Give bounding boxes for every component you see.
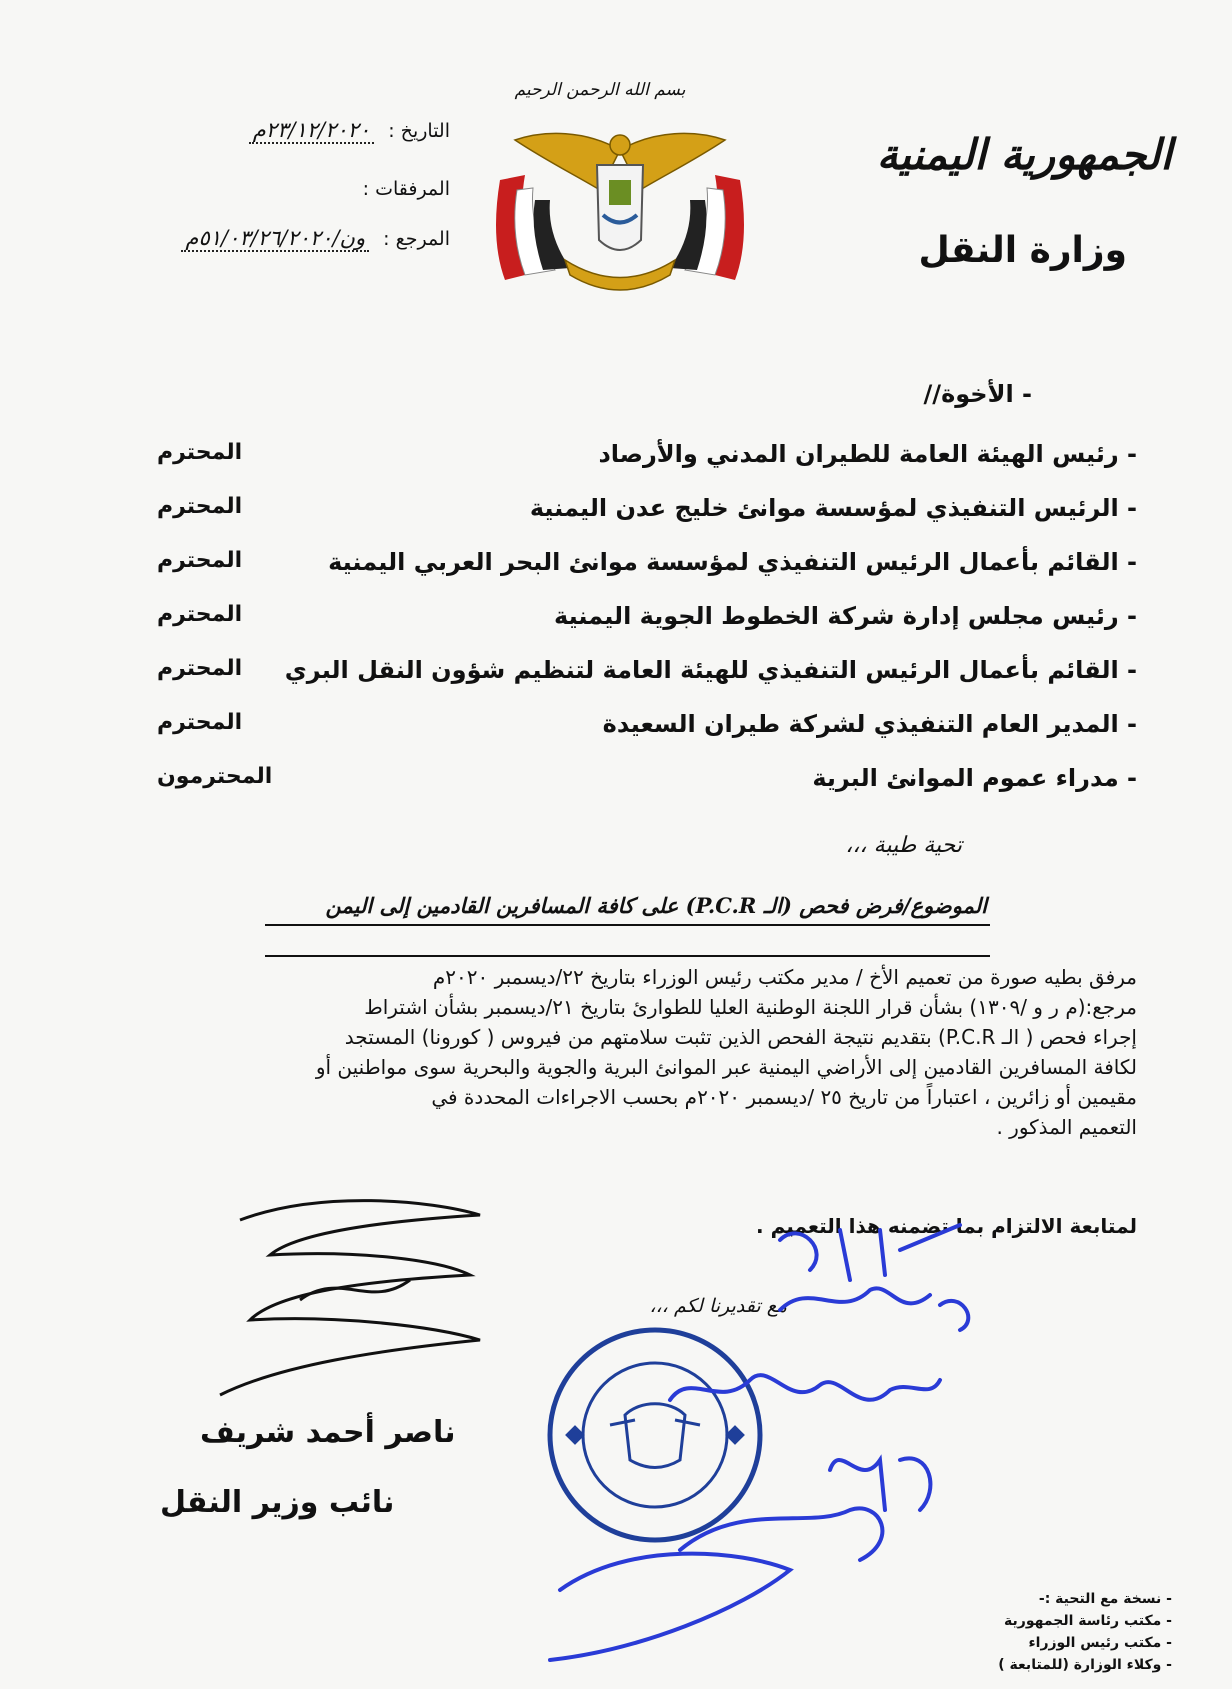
- reference-label: المرجع :: [383, 228, 450, 250]
- subject-underline: [265, 924, 990, 926]
- recipient-name: - المدير العام التنفيذي لشركة طيران السعيدة: [602, 710, 1137, 738]
- date-row: [60, 118, 450, 144]
- body-line: مقيمين أو زائرين ، اعتباراً من تاريخ ٢٥ /ديسمبر ٢٠٢٠م بحسب الاجراءات المحددة في: [431, 1085, 1137, 1109]
- regards: مع تقديرنا لكم ،،،: [649, 1295, 787, 1317]
- cc-item: - مكتب رئيس الوزراء: [1028, 1635, 1172, 1651]
- date-label: التاريخ :: [388, 120, 450, 142]
- recipient-honorific: المحترم: [157, 440, 243, 465]
- basmala: بسم الله الرحمن الرحيم: [514, 80, 686, 100]
- recipient-honorific: المحترم: [157, 710, 243, 735]
- subject-line: الموضوع/فرض فحص (الـ P.C.R) على كافة المسافرين القادمين إلى اليمن: [325, 893, 987, 918]
- recipient-row: [157, 548, 1137, 598]
- body-line: التعميم المذكور .: [996, 1115, 1137, 1139]
- recipient-honorific: المحترم: [157, 656, 243, 681]
- recipient-row: [157, 764, 1137, 814]
- closing-line: لمتابعة الالتزام بما تضمنه هذا التعميم .: [756, 1214, 1137, 1238]
- recipient-row: [157, 440, 1137, 490]
- reference-value: ون/٥١/٠٣/٢٦/٢٠٢٠م: [181, 226, 369, 252]
- body-line: مرجع:(م ر و /١٣٠٩) بشأن قرار اللجنة الوطنية العليا للطوارئ بتاريخ ٢١/ديسمبر بشأن اشتراط: [364, 995, 1137, 1019]
- attachments-row: [60, 178, 450, 200]
- recipient-honorific: المحترم: [157, 548, 243, 573]
- recipient-row: [157, 656, 1137, 706]
- recipient-name: - رئيس مجلس إدارة شركة الخطوط الجوية اليمنية: [554, 602, 1137, 630]
- body-line: لكافة المسافرين القادمين إلى الأراضي اليمنية عبر الموانئ البرية والجوية والبحرية سوى مواطنين أو: [315, 1055, 1137, 1079]
- body-line: إجراء فحص ( الـ P.C.R) بتقديم نتيجة الفحص الذين تثبت سلامتهم من فيروس ( كورونا) المستجد: [344, 1025, 1137, 1049]
- recipient-honorific: المحترمون: [157, 764, 273, 789]
- yemen-eagle-emblem-icon: [485, 120, 755, 305]
- salutation: - الأخوة//: [923, 380, 1032, 408]
- cc-item: - مكتب رئاسة الجمهورية: [1004, 1613, 1172, 1629]
- recipient-row: [157, 494, 1137, 544]
- recipient-honorific: المحترم: [157, 602, 243, 627]
- signer-title: نائب وزير النقل: [160, 1485, 395, 1520]
- letter-body: [177, 962, 1137, 1142]
- recipient-honorific: المحترم: [157, 494, 243, 519]
- recipient-name: - مدراء عموم الموانئ البرية: [812, 764, 1137, 792]
- cc-list: [998, 1588, 1172, 1676]
- reference-row: [60, 226, 450, 252]
- cc-item: - وكلاء الوزارة (للمتابعة ): [998, 1657, 1172, 1673]
- date-value: ٢٣/١٢/٢٠٢٠م: [249, 118, 374, 144]
- recipient-name: - رئيس الهيئة العامة للطيران المدني والأرصاد: [598, 440, 1137, 468]
- recipient-name: - القائم بأعمال الرئيس التنفيذي لمؤسسة موانئ البحر العربي اليمنية: [328, 548, 1137, 576]
- greeting: تحية طيبة ،،،: [845, 833, 962, 858]
- signer-name: ناصر أحمد شريف: [200, 1415, 456, 1450]
- ministry-name: وزارة النقل: [918, 230, 1127, 271]
- recipient-row: [157, 710, 1137, 760]
- signature-icon: [180, 1180, 520, 1410]
- recipient-name: - الرئيس التنفيذي لمؤسسة موانئ خليج عدن اليمنية: [529, 494, 1137, 522]
- recipient-name: - القائم بأعمال الرئيس التنفيذي للهيئة العامة لتنظيم شؤون النقل البري: [284, 656, 1137, 684]
- body-line: مرفق بطيه صورة من تعميم الأخ / مدير مكتب رئيس الوزراء بتاريخ ٢٢/ديسمبر ٢٠٢٠م: [432, 965, 1137, 989]
- attachments-label: المرفقات :: [362, 178, 450, 200]
- country-name: الجمهورية اليمنية: [876, 130, 1172, 179]
- recipient-row: [157, 602, 1137, 652]
- subject-underline: [265, 955, 990, 957]
- cc-title: - نسخة مع التحية :-: [1038, 1591, 1172, 1607]
- ministry-stamp-icon: [540, 1320, 770, 1550]
